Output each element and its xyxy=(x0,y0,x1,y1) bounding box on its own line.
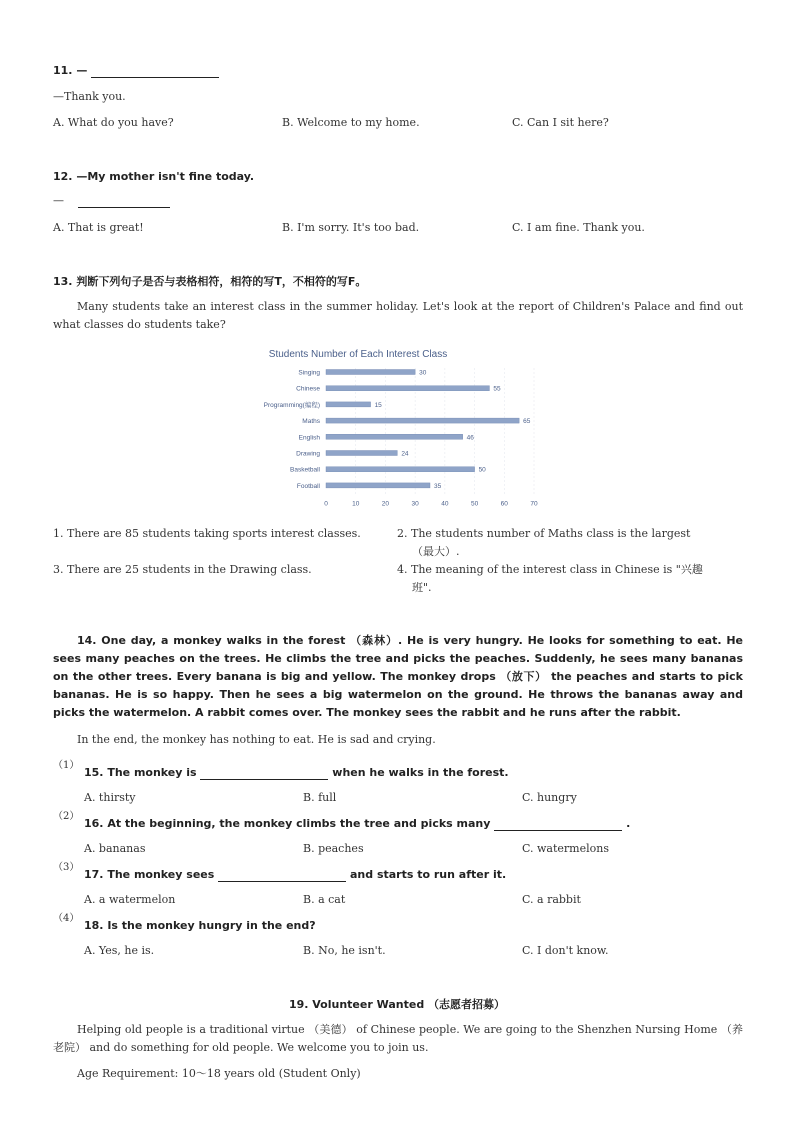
x-tick-label: 40 xyxy=(441,500,449,508)
q16-option-b[interactable]: B. peaches xyxy=(303,842,364,855)
category-label: Basketball xyxy=(290,466,320,474)
q11-option-c[interactable]: C. Can I sit here? xyxy=(512,116,609,129)
q16-stem: 16. At the beginning, the monkey climbs the tree and picks many . xyxy=(84,817,631,830)
value-label: 35 xyxy=(434,482,442,490)
value-label: 55 xyxy=(493,385,501,393)
value-label: 46 xyxy=(466,434,474,442)
value-label: 24 xyxy=(401,450,409,458)
sub-question-number: （1） xyxy=(53,760,80,771)
category-label: Maths xyxy=(302,418,320,426)
q18-option-c[interactable]: C. I don't know. xyxy=(522,944,609,957)
x-tick-label: 20 xyxy=(381,500,390,508)
q14-passage: 14. One day, a monkey walks in the forest （森林）. He is very hungry. He looks for something to eat. He sees many peaches on the trees. He climbs the tree and picks the peaches. Suddenly, he sees many bananas on the other trees. Every banana is big and yellow. The monkey drops （放下） the peaches and starts to pick bananas. He is so happy. Then he sees a big watermelon on the ground. He throws the bananas away and picks the watermelon. A rabbit comes over. The monkey sees the rabbit and he runs after the rabbit. xyxy=(53,634,743,719)
sub-question-number: （2） xyxy=(53,811,80,822)
category-label: Chinese xyxy=(296,385,320,393)
chart-title: Students Number of Each Interest Class xyxy=(268,349,448,360)
bar xyxy=(326,386,489,391)
bar xyxy=(326,451,397,456)
q17-option-b[interactable]: B. a cat xyxy=(303,893,346,906)
x-tick-label: 0 xyxy=(324,500,328,508)
q11-reply: —Thank you. xyxy=(53,90,126,103)
bar xyxy=(326,418,519,423)
category-label: Singing xyxy=(298,369,320,377)
q16-option-c[interactable]: C. watermelons xyxy=(522,842,609,855)
q15-stem: 15. The monkey is when he walks in the forest. xyxy=(84,766,509,779)
interest-class-bar-chart xyxy=(256,343,546,513)
q18-option-b[interactable]: B. No, he isn't. xyxy=(303,944,386,957)
q11-option-a[interactable]: A. What do you have? xyxy=(53,116,174,129)
q19-title: 19. Volunteer Wanted （志愿者招募） xyxy=(288,998,506,1011)
q17-answer-blank[interactable] xyxy=(218,871,346,882)
value-label: 50 xyxy=(478,466,486,474)
q12-option-a[interactable]: A. That is great! xyxy=(53,221,144,234)
sub-question-number: （3） xyxy=(53,862,80,873)
x-tick-label: 10 xyxy=(352,500,360,508)
q17-stem: 17. The monkey sees and starts to run after it. xyxy=(84,868,507,881)
x-tick-label: 60 xyxy=(500,500,508,508)
q11-option-b[interactable]: B. Welcome to my home. xyxy=(282,116,420,129)
q13-instruction: 13. 判断下列句子是否与表格相符，相符的写T，不相符的写F。 xyxy=(53,275,367,288)
value-label: 65 xyxy=(523,418,531,426)
category-label: English xyxy=(298,434,320,442)
q18-stem: 18. Is the monkey hungry in the end? xyxy=(84,919,316,932)
q13-statement-4-cont: 班". xyxy=(412,581,432,594)
q11-stem: 11. — xyxy=(53,64,219,78)
value-label: 15 xyxy=(374,401,382,409)
bar xyxy=(326,434,463,439)
q17-option-a[interactable]: A. a watermelon xyxy=(84,893,176,906)
q13-statement-4: 4. The meaning of the interest class in Chinese is "兴趣 xyxy=(397,563,703,576)
q12-option-c[interactable]: C. I am fine. Thank you. xyxy=(512,221,645,234)
q19-age-requirement: Age Requirement: 10～18 years old (Student Only) xyxy=(77,1067,361,1080)
bar xyxy=(326,402,371,407)
q13-statement-3: 3. There are 25 students in the Drawing class. xyxy=(53,563,312,576)
q16-option-a[interactable]: A. bananas xyxy=(84,842,146,855)
q13-statement-2: 2. The students number of Maths class is the largest xyxy=(397,527,691,540)
bar xyxy=(326,483,430,488)
q15-option-a[interactable]: A. thirsty xyxy=(84,791,136,804)
sub-question-number: （4） xyxy=(53,913,80,924)
bar xyxy=(326,370,415,375)
x-tick-label: 50 xyxy=(470,500,479,508)
q17-option-c[interactable]: C. a rabbit xyxy=(522,893,581,906)
q13-passage: Many students take an interest class in the summer holiday. Let's look at the report of Children's Palace and find out what classes do students take? xyxy=(53,300,743,331)
q19-passage: Helping old people is a traditional virtue （美德） of Chinese people. We are going to the Shenzhen Nursing Home （养老院） and do something for old people. We welcome you to join us. xyxy=(53,1023,743,1054)
q15-answer-blank[interactable] xyxy=(200,769,328,780)
category-label: Football xyxy=(296,482,320,490)
q12-answer-blank[interactable] xyxy=(78,197,170,208)
value-label: 30 xyxy=(419,369,427,377)
q11-answer-blank[interactable] xyxy=(91,67,219,78)
category-label: Programming(编程) xyxy=(263,401,320,409)
q12-option-b[interactable]: B. I'm sorry. It's too bad. xyxy=(282,221,420,234)
q13-statement-2-cont: （最大）. xyxy=(412,545,460,558)
category-label: Drawing xyxy=(296,450,320,458)
q15-option-b[interactable]: B. full xyxy=(303,791,337,804)
q12-reply: — xyxy=(53,194,170,208)
q13-statement-1: 1. There are 85 students taking sports interest classes. xyxy=(53,527,361,540)
x-tick-label: 70 xyxy=(530,500,538,508)
q18-option-a[interactable]: A. Yes, he is. xyxy=(84,944,155,957)
q15-option-c[interactable]: C. hungry xyxy=(522,791,577,804)
x-tick-label: 30 xyxy=(411,500,419,508)
q14-ending: In the end, the monkey has nothing to eat. He is sad and crying. xyxy=(77,733,436,746)
q16-answer-blank[interactable] xyxy=(494,820,622,831)
bar xyxy=(326,467,475,472)
q12-stem: 12. —My mother isn't fine today. xyxy=(53,170,255,183)
